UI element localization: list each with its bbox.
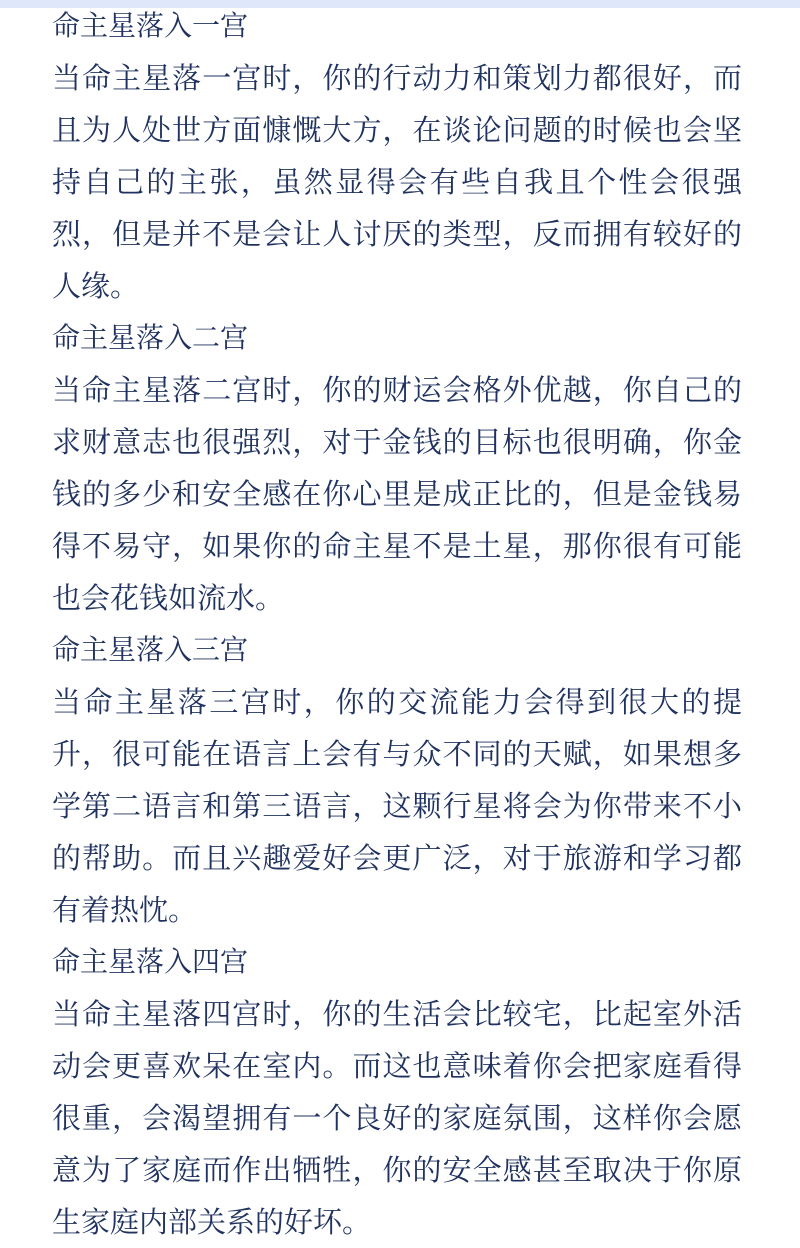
- section-body: 当命主星落二宫时，你的财运会格外优越，你自己的求财意志也很强烈，对于金钱的目标也很明确，你金钱的多少和安全感在你心里是成正比的，但是金钱易得不易守，如果你的命主星不是土星，那你很有可能也会花钱如流水。: [52, 373, 742, 615]
- section-heading: 命主星落入三宫: [52, 633, 249, 666]
- article-content: [52, 0, 742, 1248]
- section-heading: 命主星落入一宫: [52, 9, 249, 42]
- section-heading: 命主星落入二宫: [52, 321, 249, 354]
- section-heading: 命主星落入四宫: [52, 945, 249, 978]
- section-body: 当命主星落一宫时，你的行动力和策划力都很好，而且为人处世方面慷慨大方，在谈论问题的时候也会坚持自己的主张，虽然显得会有些自我且个性会很强烈，但是并不是会让人讨厌的类型，反而拥有较好的人缘。: [52, 61, 742, 303]
- section-fourth-house: [52, 936, 742, 1248]
- section-third-house: [52, 624, 742, 936]
- section-body: 当命主星落四宫时，你的生活会比较宅，比起室外活动会更喜欢呆在室内。而这也意味着你会把家庭看得很重，会渴望拥有一个良好的家庭氛围，这样你会愿意为了家庭而作出牺牲，你的安全感甚至取决于你原生家庭内部关系的好坏。: [52, 997, 742, 1239]
- section-body: 当命主星落三宫时，你的交流能力会得到很大的提升，很可能在语言上会有与众不同的天赋，如果想多学第二语言和第三语言，这颗行星将会为你带来不小的帮助。而且兴趣爱好会更广泛，对于旅游和学习都有着热忱。: [52, 685, 742, 927]
- section-first-house: [52, 0, 742, 312]
- section-second-house: [52, 312, 742, 624]
